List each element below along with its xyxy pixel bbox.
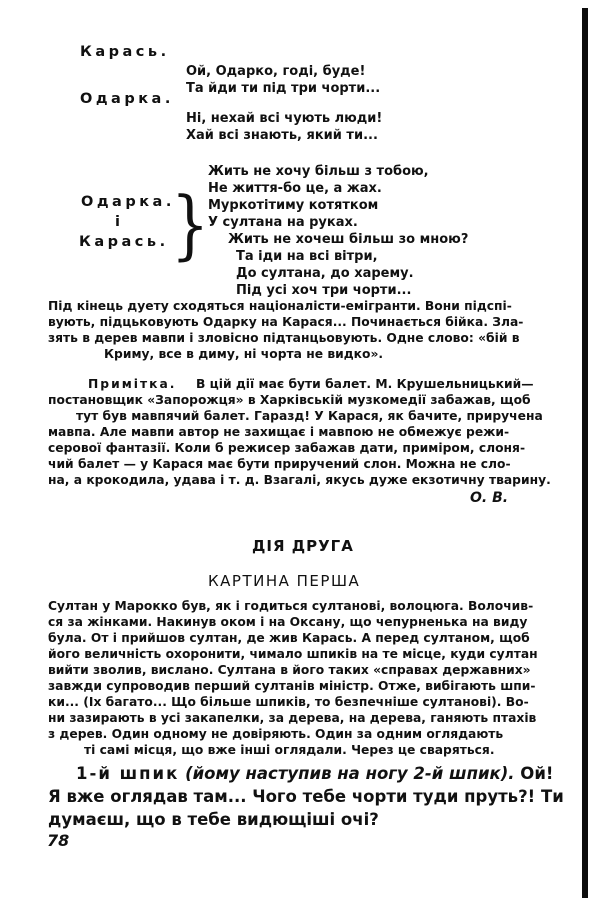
verse-line: Ой, Одарко, годі, буде! bbox=[186, 64, 366, 79]
speaker-karas: Карась. bbox=[80, 44, 170, 60]
note-line: постановщик «Запорожця» в Харківській музкомедії забажав, щоб bbox=[48, 393, 531, 407]
note-line: серової фантазії. Коли б режисер забажав дати, приміром, слоня- bbox=[48, 441, 526, 455]
duet-line: Та іди на всі вітри, bbox=[236, 249, 378, 264]
spy-line-2: Я вже оглядав там... Чого тебе чорти туди пруть?! Ти bbox=[48, 787, 564, 806]
duet-line: У султана на руках. bbox=[208, 215, 358, 230]
spy-line-3: думаєш, що в тебе видющіші очі? bbox=[48, 810, 379, 829]
duet-speaker-karas: Карась. bbox=[79, 234, 169, 250]
duet-line: До султана, до харему. bbox=[236, 266, 414, 281]
note-label: Примітка. bbox=[88, 377, 177, 391]
duet-speaker-and: і bbox=[115, 214, 124, 230]
page-binding-edge bbox=[582, 8, 588, 898]
note-line: на, а крокодила, удава і т. д. Взагалі, якусь дуже екзотичну тварину. bbox=[48, 473, 551, 487]
verse-line: Та йди ти під три чорти... bbox=[186, 81, 381, 96]
scene-direction-line: ті самі місця, що вже інші оглядали. Через це сваряться. bbox=[84, 743, 495, 757]
scene-direction-line: ни зазирають в усі закапелки, за дерева, на дерева, ганяють птахів bbox=[48, 711, 537, 725]
scene-title: КАРТИНА ПЕРША bbox=[208, 572, 361, 590]
duet-line: Муркотітиму котятком bbox=[208, 198, 379, 213]
stage-direction-line: зять в дерев мавпи і зловісно підтанцьовують. Одне слово: «бій в bbox=[48, 331, 520, 345]
note-line: мавпа. Але мавпи автор не захищає і мавпою не обмежує режи- bbox=[48, 425, 510, 439]
duet-speaker-odarka: Одарка. bbox=[81, 194, 175, 210]
stage-direction-line: Криму, все в диму, ні чорта не видко». bbox=[104, 347, 384, 361]
spy-exclamation: Ой! bbox=[520, 764, 554, 783]
brace-bracket: } bbox=[171, 181, 210, 270]
scene-direction-line: ки... (Іх багато... Що більше шпиків, то безпечніше султанові). Во- bbox=[48, 695, 529, 709]
scene-direction-line: з дерев. Один одному не довіряють. Один за одним оглядають bbox=[48, 727, 504, 741]
scene-direction-line: була. От і прийшов султан, де жив Карась. А перед султаном, щоб bbox=[48, 631, 530, 645]
duet-line: Не життя-бо це, а жах. bbox=[208, 181, 382, 196]
note-line: В цій дії має бути балет. М. Крушельницький— bbox=[196, 377, 534, 391]
scene-direction-line: завжди супроводив перший султанів міністр. Отже, вибігають шпи- bbox=[48, 679, 536, 693]
duet-line: Жить не хочу більш з тобою, bbox=[208, 164, 429, 179]
note-line: чий балет — у Карася має бути приручений слон. Можна не сло- bbox=[48, 457, 511, 471]
duet-line: Жить не хочеш більш зо мною? bbox=[228, 232, 469, 247]
scene-direction-line: вийти зволив, вислано. Султана в його таких «справах державних» bbox=[48, 663, 531, 677]
scene-direction-line: Султан у Марокко був, як і годиться султанові, волоцюга. Волочив- bbox=[48, 599, 534, 613]
verse-line: Хай всі знають, який ти... bbox=[186, 128, 378, 143]
page-number: 78 bbox=[47, 831, 70, 850]
verse-line: Ні, нехай всі чують люди! bbox=[186, 111, 383, 126]
stage-direction-line: вують, підцьковують Одарку на Карася... Починається бійка. Зла- bbox=[48, 315, 524, 329]
note-line: тут був мавпячий балет. Гаразд! У Карася, як бачите, приручена bbox=[76, 409, 543, 423]
spy-stage-direction: (йому наступив на ногу 2-й шпик). bbox=[185, 764, 515, 783]
speaker-odarka: Одарка. bbox=[80, 91, 174, 107]
scene-direction-line: ся за жінками. Накинув оком і на Оксану, що чепурненька на виду bbox=[48, 615, 528, 629]
scene-direction-line: його величність охоронити, чимало шпиків на те місце, куди султан bbox=[48, 647, 538, 661]
act-title: ДІЯ ДРУГА bbox=[252, 537, 354, 555]
spy-line-1 bbox=[76, 762, 553, 785]
duet-line: Під усі хоч три чорти... bbox=[236, 283, 412, 298]
stage-direction-line: Під кінець дуету сходяться націоналісти-емігранти. Вони підспі- bbox=[48, 299, 512, 313]
note-signature: О. В. bbox=[470, 490, 509, 506]
spy-speaker: 1-й шпик bbox=[76, 764, 180, 783]
